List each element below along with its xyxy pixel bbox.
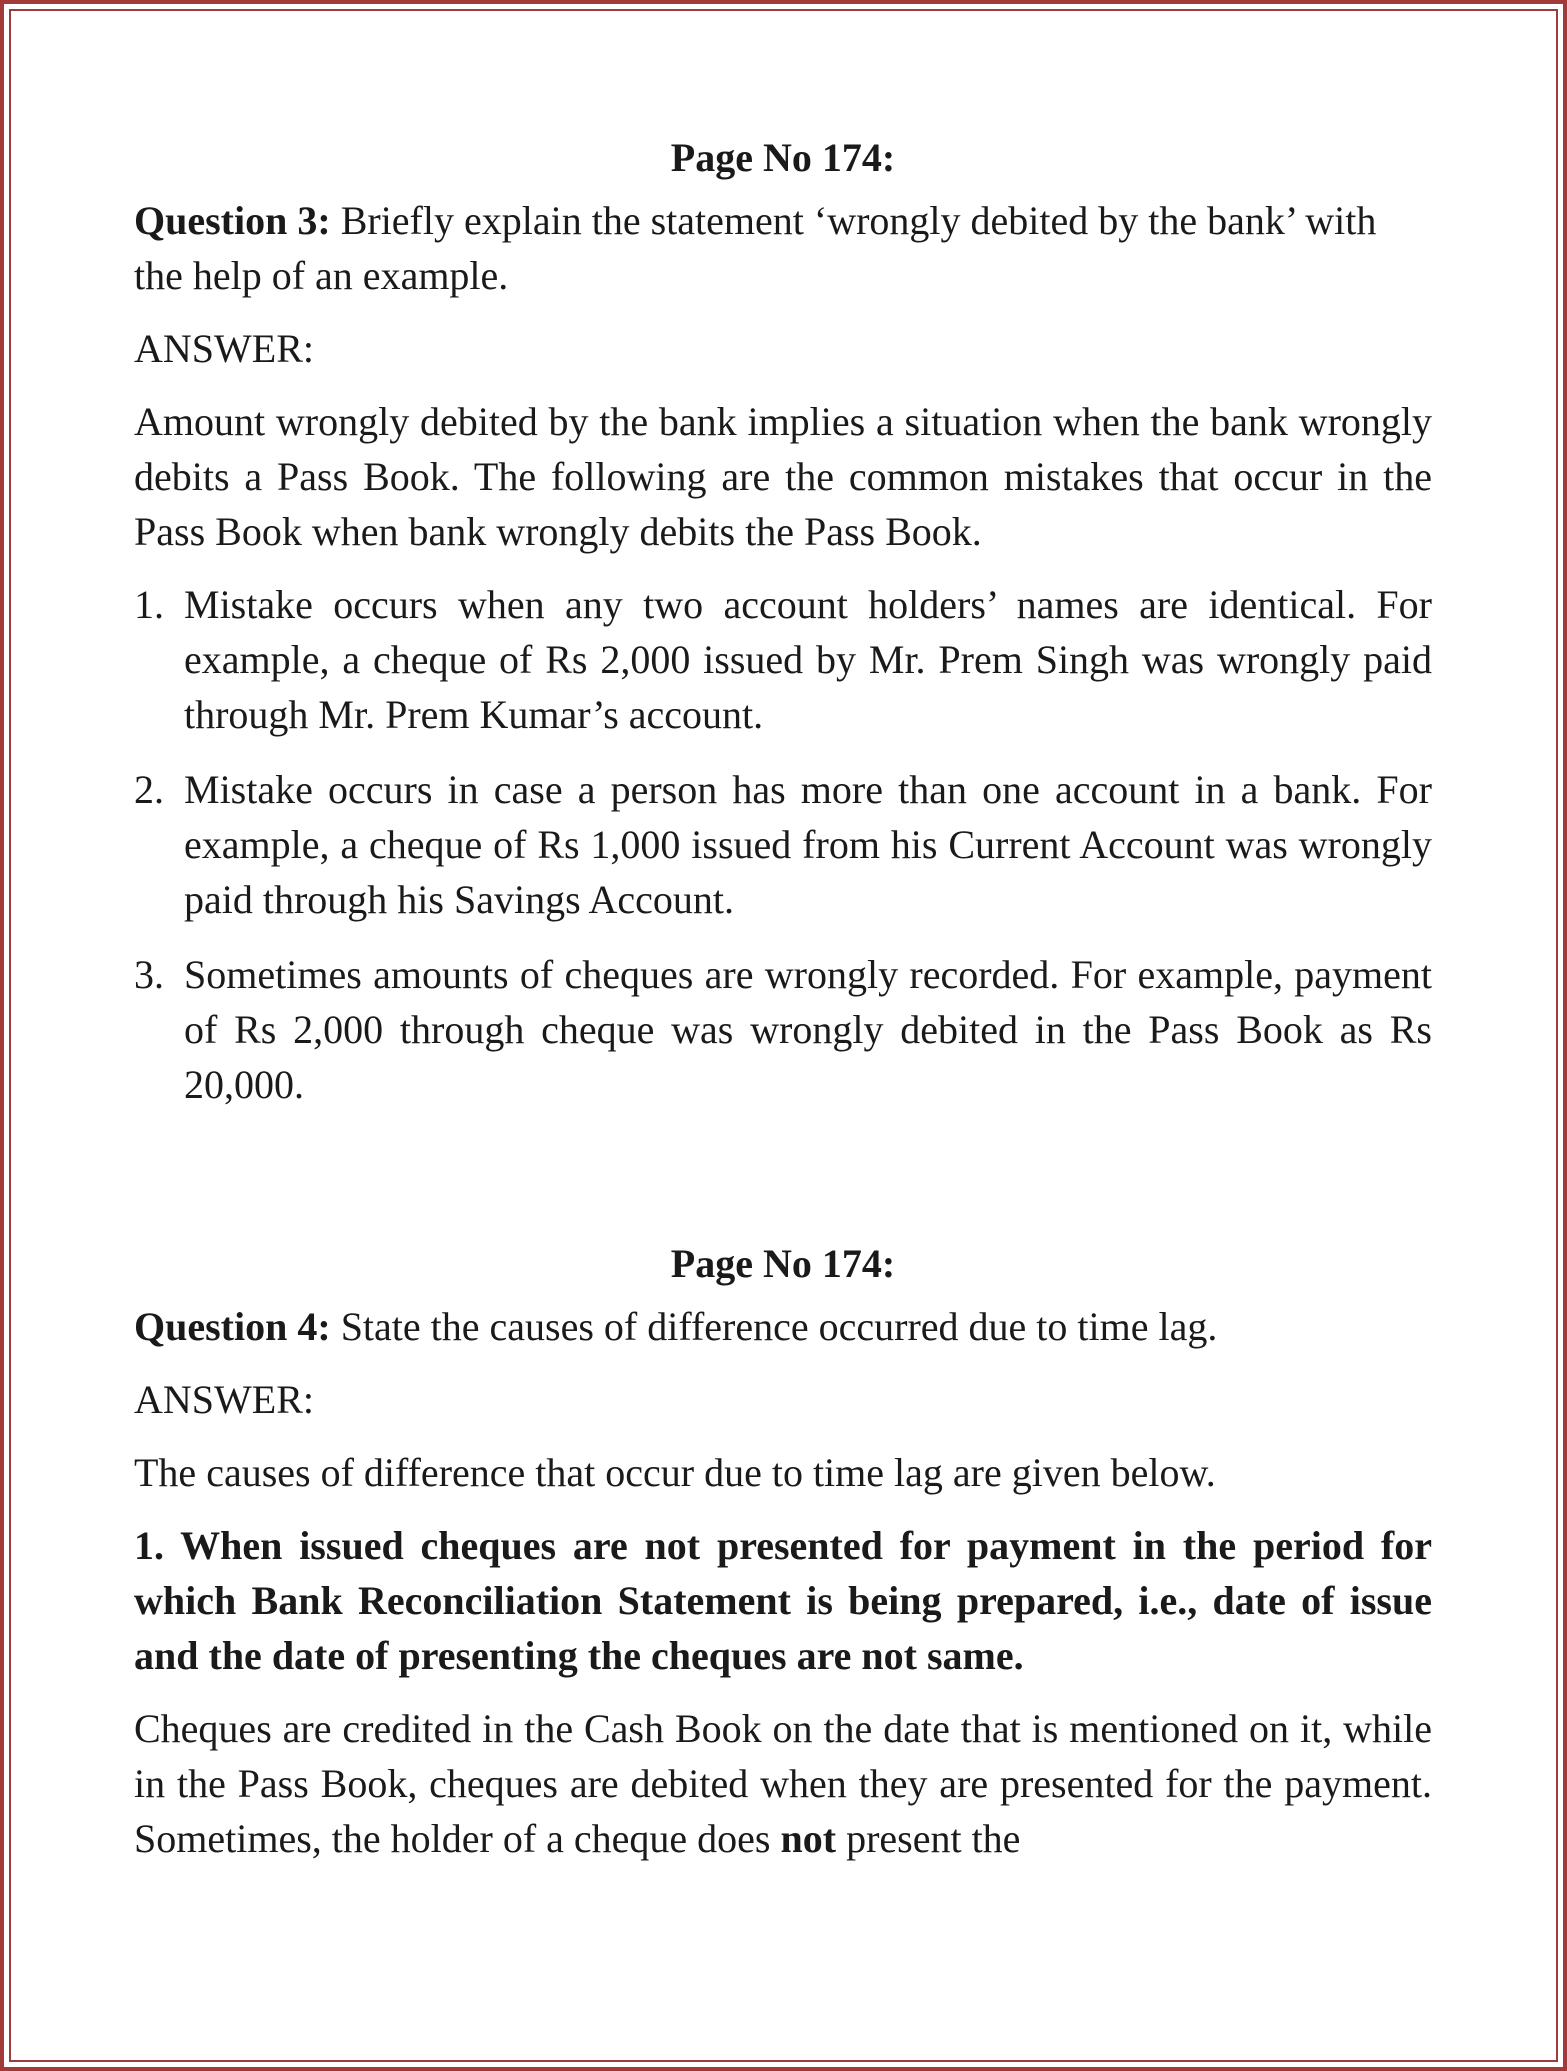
question-text: Briefly explain the statement ‘wrongly debited by the bank’ with the help of an example.	[134, 198, 1377, 298]
mistakes-list	[134, 577, 1432, 1112]
list-item-text: Mistake occurs when any two account holders’ names are identical. For example, a cheque of Rs 2,000 issued by Mr. Prem Singh was wrongly paid through Mr. Prem Kumar’s account.	[184, 582, 1432, 737]
cause-1-text	[134, 1701, 1432, 1866]
answer-intro: The causes of difference that occur due to time lag are given below.	[134, 1450, 1216, 1495]
list-item-number: 3.	[134, 952, 164, 997]
document-content	[134, 130, 1432, 1884]
answer-label: ANSWER:	[134, 1377, 314, 1422]
cause-1-text-before: Cheques are credited in the Cash Book on the date that is mentioned on it, while in the Pass Book, cheques are debited when they are presented for the payment. Sometimes, the holder of a cheque does	[134, 1706, 1432, 1861]
cause-1-heading: 1. When issued cheques are not presented for payment in the period for which Bank Reconciliation Statement is being prepared, i.e., date of issue and the date of presenting the cheques are not same.	[134, 1523, 1432, 1678]
cause-1-text-after: present the	[836, 1816, 1021, 1861]
list-item-number: 1.	[134, 582, 164, 627]
page-number-heading: Page No 174:	[670, 135, 896, 180]
question-4	[134, 1299, 1432, 1354]
list-item	[134, 947, 1432, 1112]
list-item	[134, 762, 1432, 927]
answer-label: ANSWER:	[134, 326, 314, 371]
question-label: Question 4:	[134, 1304, 331, 1349]
list-item	[134, 577, 1432, 742]
answer-intro: Amount wrongly debited by the bank implies a situation when the bank wrongly debits a Pass Book. The following are the common mistakes that occur in the Pass Book when bank wrongly debits the Pass Book.	[134, 399, 1432, 554]
section-spacer	[134, 1132, 1432, 1236]
question-text: State the causes of difference occurred due to time lag.	[330, 1304, 1218, 1349]
list-item-number: 2.	[134, 767, 164, 812]
list-item-text: Sometimes amounts of cheques are wrongly recorded. For example, payment of Rs 2,000 through cheque was wrongly debited in the Pass Book as Rs 20,000.	[184, 952, 1432, 1107]
page-number-heading: Page No 174:	[670, 1241, 896, 1286]
list-item-text: Mistake occurs in case a person has more than one account in a bank. For example, a cheque of Rs 1,000 issued from his Current Account was wrongly paid through his Savings Account.	[184, 767, 1432, 922]
cause-1-text-emphasis: not	[780, 1816, 837, 1861]
question-label: Question 3:	[134, 198, 331, 243]
question-3	[134, 193, 1432, 303]
